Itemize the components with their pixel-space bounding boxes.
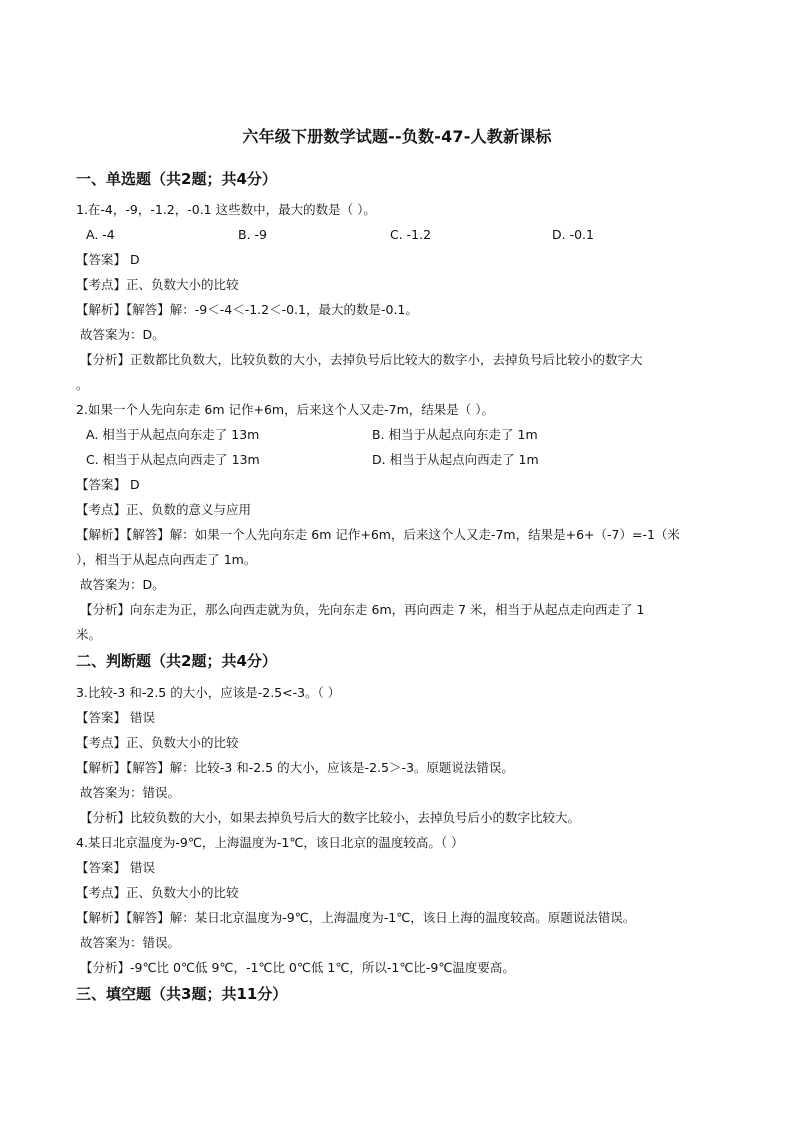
q2-conclusion: 故答案为：D。 <box>80 577 165 592</box>
q1-stem: 1.在-4，-9，-1.2，-0.1 这些数中，最大的数是（ ）。 <box>76 202 376 217</box>
q2-fenxi-line <box>80 601 644 619</box>
section-heading-single-choice: 一、单选题（共2题；共4分） <box>76 170 277 188</box>
q2-fenxi: 向东走为正，那么向西走就为负，先向东走 6m，再向西走 7 米，相当于从起点走向西走了 1 <box>130 602 645 617</box>
q2-point-line <box>76 501 251 519</box>
q1-analysis: 解：-9＜-4＜-1.2＜-0.1，最大的数是-0.1。 <box>169 302 418 317</box>
q2-option-b: B. 相当于从起点向东走了 1m <box>372 427 538 442</box>
q1-fenxi-line <box>80 351 643 369</box>
q3-fenxi: 比较负数的大小，如果去掉负号后大的数字比较小，去掉负号后小的数字比较大。 <box>130 810 581 825</box>
q1-option-c: C. -1.2 <box>390 227 432 242</box>
q1-fenxi-continued: 。 <box>76 377 89 392</box>
q2-answer-line <box>76 476 140 494</box>
q1-analysis-line <box>76 301 418 319</box>
q3-conclusion: 故答案为：错误。 <box>80 785 181 800</box>
solution-label: 【解答】 <box>126 910 170 925</box>
q3-analysis: 解：比较-3 和-2.5 的大小，应该是-2.5＞-3。原题说法错误。 <box>169 760 514 775</box>
q4-conclusion: 故答案为：错误。 <box>80 935 181 950</box>
q1-fenxi: 正数都比负数大，比较负数的大小，去掉负号后比较大的数字小，去掉负号后比较小的数字大 <box>130 352 643 367</box>
point-label: 【考点】 <box>76 502 127 517</box>
answer-label: 【答案】 <box>76 252 127 267</box>
q1-answer: D <box>126 252 140 267</box>
fenxi-label: 【分析】 <box>80 960 131 975</box>
section-heading-true-false: 二、判断题（共2题；共4分） <box>76 652 277 670</box>
q4-point-line <box>76 884 239 902</box>
answer-label: 【答案】 <box>76 710 127 725</box>
solution-label: 【解答】 <box>126 527 170 542</box>
point-label: 【考点】 <box>76 885 127 900</box>
fenxi-label: 【分析】 <box>80 352 131 367</box>
analysis-label: 【解析】 <box>76 527 127 542</box>
q4-fenxi-line <box>80 959 515 977</box>
q4-stem: 4.某日北京温度为-9℃，上海温度为-1℃，该日北京的温度较高。（ ） <box>76 835 464 850</box>
q1-option-d: D. -0.1 <box>552 227 594 242</box>
q3-answer: 错误 <box>126 710 155 725</box>
fenxi-label: 【分析】 <box>80 602 131 617</box>
fenxi-label: 【分析】 <box>80 810 131 825</box>
q3-point-line <box>76 734 239 752</box>
q1-conclusion: 故答案为：D。 <box>80 327 165 342</box>
q2-stem: 2.如果一个人先向东走 6m 记作+6m，后来这个人又走-7m，结果是（ ）。 <box>76 402 494 417</box>
point-label: 【考点】 <box>76 735 127 750</box>
analysis-label: 【解析】 <box>76 760 127 775</box>
solution-label: 【解答】 <box>126 760 170 775</box>
q3-analysis-line <box>76 759 514 777</box>
q1-point-line <box>76 276 239 294</box>
q3-point: 正、负数大小的比较 <box>126 735 239 750</box>
solution-label: 【解答】 <box>126 302 170 317</box>
q2-fenxi-continued: 米。 <box>76 627 102 642</box>
q2-point: 正、负数的意义与应用 <box>126 502 252 517</box>
q4-analysis-line <box>76 909 635 927</box>
q2-analysis-continued: ），相当于从起点向西走了 1m。 <box>76 552 257 567</box>
q2-option-d: D. 相当于从起点向西走了 1m <box>372 452 539 467</box>
q3-answer-line <box>76 709 155 727</box>
q1-point: 正、负数大小的比较 <box>126 277 239 292</box>
section-heading-fill-blank: 三、填空题（共3题；共11分） <box>76 985 288 1003</box>
q2-analysis-line <box>76 526 680 544</box>
q1-option-b: B. -9 <box>238 227 267 242</box>
q1-option-a: A. -4 <box>86 227 115 242</box>
q4-analysis: 解：某日北京温度为-9℃，上海温度为-1℃，该日上海的温度较高。原题说法错误。 <box>169 910 636 925</box>
q3-stem: 3.比较-3 和-2.5 的大小，应该是-2.5<-3。（ ） <box>76 685 341 700</box>
analysis-label: 【解析】 <box>76 302 127 317</box>
analysis-label: 【解析】 <box>76 910 127 925</box>
q2-option-c: C. 相当于从起点向西走了 13m <box>86 452 260 467</box>
q2-option-a: A. 相当于从起点向东走了 13m <box>86 427 260 442</box>
q4-point: 正、负数大小的比较 <box>126 885 239 900</box>
q4-answer-line <box>76 859 155 877</box>
answer-label: 【答案】 <box>76 860 127 875</box>
page-title: 六年级下册数学试题--负数-47-人教新课标 <box>242 127 552 146</box>
q2-answer: D <box>126 477 140 492</box>
q4-fenxi: -9℃比 0℃低 9℃，-1℃比 0℃低 1℃，所以-1℃比-9℃温度要高。 <box>130 960 515 975</box>
q2-analysis: 解：如果一个人先向东走 6m 记作+6m，后来这个人又走-7m，结果是+6+（-7）=-1（米 <box>169 527 680 542</box>
point-label: 【考点】 <box>76 277 127 292</box>
q3-fenxi-line <box>80 809 580 827</box>
q4-answer: 错误 <box>126 860 155 875</box>
q1-answer-line <box>76 251 140 269</box>
answer-label: 【答案】 <box>76 477 127 492</box>
